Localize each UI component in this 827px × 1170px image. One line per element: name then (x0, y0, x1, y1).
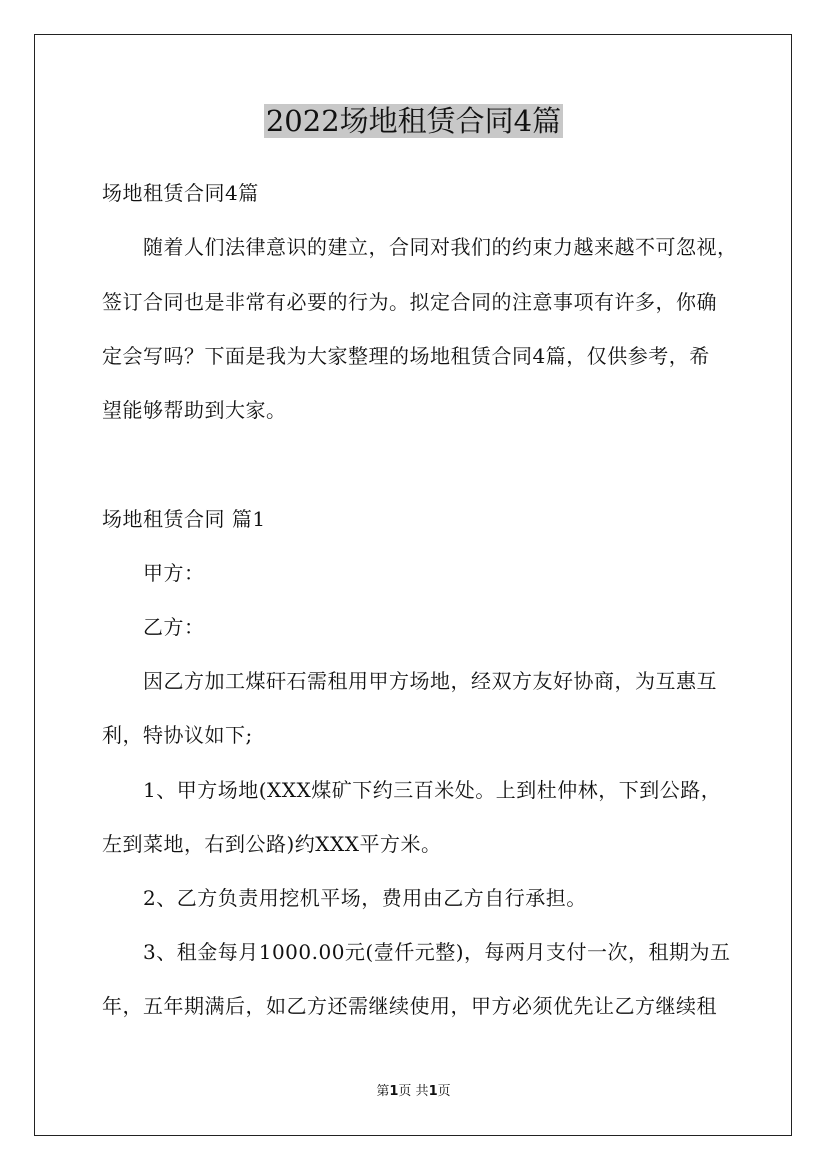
footer-mid: 页 共 (398, 1084, 429, 1099)
intro-line: 签订合同也是非常有必要的行为。拟定合同的注意事项有许多，你确 (102, 290, 717, 314)
footer-suffix: 页 (437, 1084, 451, 1099)
section-heading: 场地租赁合同 篇1 (102, 507, 266, 531)
body-line: 2、乙方负责用挖机平场，费用由乙方自行承担。 (143, 886, 587, 910)
footer-prefix: 第 (376, 1084, 390, 1099)
footer-total-pages: 1 (428, 1084, 438, 1099)
footer-page-number: 1 (389, 1084, 399, 1099)
body-line: 利，特协议如下; (102, 723, 253, 747)
document-title-text: 2022场地租赁合同4篇 (265, 104, 562, 138)
intro-line: 定会写吗？下面是我为大家整理的场地租赁合同4篇，仅供参考，希 (102, 344, 710, 368)
body-line: 左到菜地，右到公路)约XXX平方米。 (102, 832, 442, 856)
body-line: 3、租金每月1000.00元(壹仟元整)，每两月支付一次，租期为五 (143, 940, 731, 964)
intro-line: 望能够帮助到大家。 (102, 398, 287, 422)
party-a-label: 甲方： (143, 561, 205, 585)
body-line: 因乙方加工煤矸石需租用甲方场地，经双方友好协商，为互惠互 (143, 669, 717, 693)
page-footer (0, 1083, 827, 1101)
party-b-label: 乙方： (143, 615, 205, 639)
document-title (0, 101, 827, 141)
intro-line: 随着人们法律意识的建立，合同对我们的约束力越来越不可忽视， (143, 235, 738, 259)
document-subtitle: 场地租赁合同4篇 (102, 181, 259, 205)
body-line: 1、甲方场地(XXX煤矿下约三百米处。上到杜仲林，下到公路， (143, 778, 722, 802)
body-line: 年，五年期满后，如乙方还需继续使用，甲方必须优先让乙方继续租 (102, 994, 717, 1018)
